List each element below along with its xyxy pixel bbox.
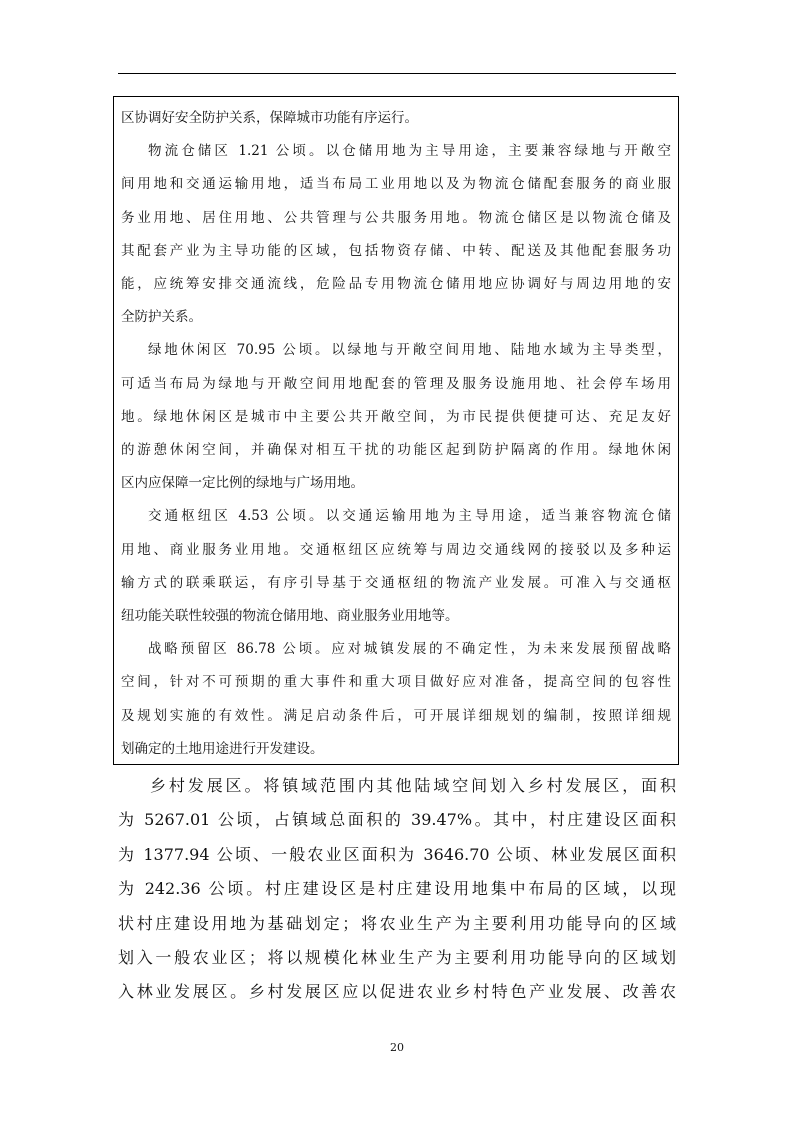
box-paragraph-line: 空间，针对不可预期的重大事件和重大项目做好应对准备，提高空间的包容性 [121,674,671,691]
header-rule [118,73,676,74]
box-paragraph-line: 纽功能关联性较强的物流仓储用地、商业服务业用地等。 [121,608,459,624]
box-paragraph-line: 用地、商业服务业用地。交通枢纽区应统筹与周边交通线网的接驳以及多种运 [121,541,671,558]
body-paragraph-line: 划入一般农业区；将以规模化林业生产为主要利用功能导向的区域划 [118,948,676,967]
box-paragraph-line: 全防护关系。 [121,309,202,326]
box-paragraph-line: 务业用地、居住用地、公共管理与公共服务用地。物流仓储区是以物流仓储及 [121,209,671,226]
box-paragraph-line: 输方式的联乘联运，有序引导基于交通枢纽的物流产业发展。可准入与交通枢 [121,574,671,591]
box-paragraph-line: 间用地和交通运输用地，适当布局工业用地以及为物流仓储配套服务的商业服 [121,176,671,193]
box-paragraph-line: 区内应保障一定比例的绿地与广场用地。 [121,475,364,492]
body-paragraph-line: 乡村发展区。将镇域范围内其他陆域空间划入乡村发展区，面积 [150,776,676,795]
body-paragraph-line: 状村庄建设用地为基础划定；将农业生产为主要利用功能导向的区域 [118,913,676,933]
box-paragraph-line: 区协调好安全防护关系，保障城市功能有序运行。 [121,110,418,126]
zoning-description-box [113,96,679,765]
body-paragraph-line: 为 242.36 公顷。村庄建设区是村庄建设用地集中布局的区域，以现 [118,879,676,899]
box-paragraph-line: 能，应统筹安排交通流线，危险品专用物流仓储用地应协调好与周边用地的安 [121,276,671,292]
box-paragraph-line: 可适当布局为绿地与开敞空间用地配套的管理及服务设施用地、社会停车场用 [121,375,671,392]
box-paragraph-line: 绿地休闲区 70.95 公顷。以绿地与开敞空间用地、陆地水域为主导类型， [148,342,671,359]
box-paragraph-line: 其配套产业为主导功能的区域，包括物资存储、中转、配送及其他配套服务功 [121,242,671,259]
box-paragraph-line: 战略预留区 86.78 公顷。应对城镇发展的不确定性，为未来发展预留战略 [148,641,671,658]
body-paragraph-line: 为 1377.94 公顷、一般农业区面积为 3646.70 公顷、林业发展区面积 [118,844,676,864]
box-paragraph-line: 地。绿地休闲区是城市中主要公共开敞空间，为市民提供便捷可达、充足友好 [121,408,671,425]
page-number: 20 [390,1041,404,1054]
box-paragraph-line: 物流仓储区 1.21 公顷。以仓储用地为主导用途，主要兼容绿地与开敞空 [148,143,671,160]
body-paragraph-line: 为 5267.01 公顷，占镇域总面积的 39.47%。其中，村庄建设区面积 [118,810,676,830]
box-paragraph-line: 及规划实施的有效性。满足启动条件后，可开展详细规划的编制，按照详细规 [121,707,671,724]
box-paragraph-line: 的游憩休闲空间，并确保对相互干扰的功能区起到防护隔离的作用。绿地休闲 [121,442,671,458]
box-paragraph-line: 划确定的土地用途进行开发建设。 [121,740,324,757]
box-paragraph-line: 交通枢纽区 4.53 公顷。以交通运输用地为主导用途，适当兼容物流仓储 [148,508,671,525]
body-paragraph-line: 入林业发展区。乡村发展区应以促进农业乡村特色产业发展、改善农 [118,982,676,1002]
